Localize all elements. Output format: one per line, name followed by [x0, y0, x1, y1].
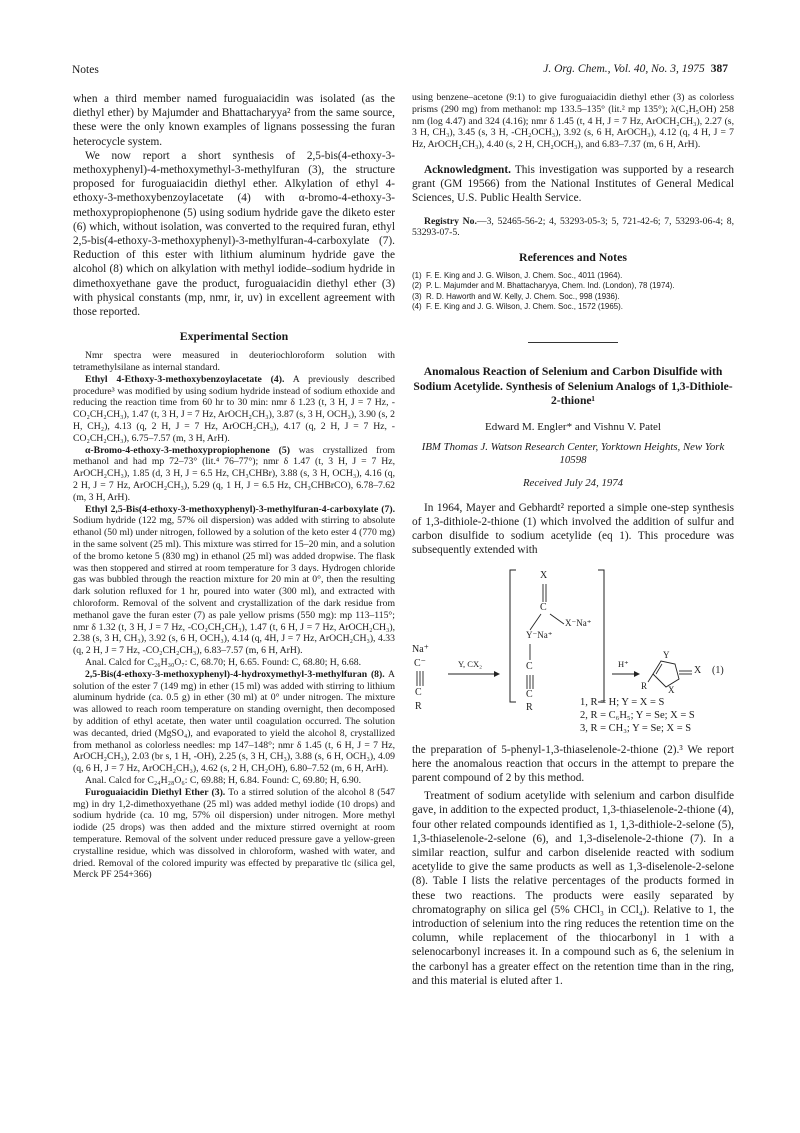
- thiocarbonyl-x-label: X: [540, 569, 548, 581]
- carbon-label: C: [526, 660, 533, 672]
- experimental-paragraph: [73, 787, 395, 881]
- analysis-line: Anal. Calcd for C₂₄H₂₈O₆: C, 69.88; H, 6.84. Found: C, 69.80; H, 6.90.: [85, 774, 362, 786]
- reference-text: F. E. King and J. G. Wilson, J. Chem. Soc., 4011 (1964).: [426, 271, 623, 281]
- experimental-text: A previously described procedure³ was modified by using sodium hydride instead of sodium ethoxide and reducing the reaction time from 60 hr to 30 min: nmr δ 1.23 (t, 3 H, J = 7 Hz, -CO₂CH₂CH₃), 1.47 (t, 3 H, J = 7 Hz, ArOCH₂CH₃), 3.87 (s, 3 H, OCH₃), 3.90 (s, 2 H, CH₂), 4.13 (q, 2 H, J = 7 Hz, ArOCH₂CH₃), 4.17 (q, 2 H, J = 7 Hz, -CO₂CH₂CH₃), 6.75–7.57 (m, 3 H, ArH).: [73, 373, 395, 444]
- compound-heading: Ethyl 4-Ethoxy-3-methoxybenzoylacetate (4).: [85, 373, 285, 385]
- section-title: Experimental Section: [179, 329, 289, 344]
- r-group-label: R: [415, 700, 422, 712]
- r-group-label: R: [526, 701, 533, 713]
- compound-definition: 3, R = CH₃; Y = Se; X = S: [580, 722, 692, 734]
- registry-text: —3, 52465-56-2; 4, 53293-05-3; 5, 721-42-6; 7, 53293-06-4; 8, 53293-07-5.: [412, 215, 735, 239]
- experimental-paragraph: [73, 669, 395, 775]
- analysis-line: Anal. Calcd for C₂₆H₃₀O₇: C, 68.70; H, 6.65. Found: C, 68.80; H, 6.68.: [85, 656, 362, 668]
- acknowledgment-heading: Acknowledgment.: [424, 163, 511, 176]
- acknowledgment-text: This investigation was supported by a research grant (GM 19566) from the National Institutes of General Medical Sciences, U.S. Public Health Service.: [412, 163, 734, 205]
- divider: [528, 342, 618, 343]
- carbanion-label: C⁻: [414, 657, 426, 669]
- reference-item: [412, 281, 734, 291]
- registry-heading: Registry No.: [424, 215, 477, 227]
- references-list: [412, 271, 734, 312]
- carbon-label: C: [526, 688, 533, 700]
- authors: Edward M. Engler* and Vishnu V. Patel: [485, 420, 661, 433]
- compound-heading: Furoguaiacidin Diethyl Ether (3).: [85, 786, 226, 798]
- left-column: [73, 92, 395, 881]
- references-title: References and Notes: [519, 250, 627, 265]
- ring-r-label: R: [641, 680, 648, 691]
- reaction-scheme: [412, 562, 734, 737]
- right-column: [412, 92, 734, 988]
- intro-paragraph: In 1964, Mayer and Gebhardt² reported a simple one-step synthesis of 1,3-dithiole-2-thione (1) which involved the addition of sulfur and carbon disulfide to sodium acetylide (eq 1). This procedure was subsequently extended with: [412, 501, 734, 557]
- compound-heading: 2,5-Bis(4-ethoxy-3-methoxyphenyl)-4-hydroxymethyl-3-methylfuran (8).: [85, 668, 385, 680]
- experimental-continuation: using benzene–acetone (9:1) to give furoguaiacidin diethyl ether (3) as colorless prisms (290 mg) from methanol: mp 133.5–135° (lit.² mp 135°); λ(C₂H₅OH) 258 nm (log 4.47) and 324 (4.16); nmr δ 1.45 (t, 4 H, J = 7 Hz, ArOCH₂CH₃), 2.27 (s, 3 H, CH₃), 3.45 (s, 3 H, -CH₂OCH₃), 3.92 (s, 6 H, ArOCH₃), 4.12 (q, 4 H, J = 7 Hz, ArOCH₂CH₃), 4.40 (s, 2 H, CH₂OCH₃), and 6.83–7.37 (m, 6 H, ArH).: [412, 92, 734, 151]
- ring-x-label: X: [668, 684, 675, 695]
- paragraph: when a third member named furoguaiacidin was isolated (as the diethyl ether) by Majumder and Bhattacharyya² from the same source, these were the only known examples of lignans possessing the furan heterocycle system.: [73, 93, 395, 148]
- page-number: 387: [710, 63, 728, 75]
- exocyclic-x-label: X: [694, 664, 702, 676]
- reference-number: (4): [412, 301, 422, 311]
- experimental-paragraph: [73, 504, 395, 657]
- acid-label: H⁺: [618, 658, 629, 669]
- paragraph: the preparation of 5-phenyl-1,3-thiaselenole-2-thione (2).³ We report here the anomalous reaction that occurs in the attempt to prepare the parent compound of 2 by this method.: [412, 743, 734, 784]
- y-sodium-label: Y⁻Na⁺: [526, 629, 553, 640]
- carbon-label: C: [415, 686, 422, 698]
- central-carbon-label: C: [540, 601, 547, 613]
- compound-heading: Ethyl 2,5-Bis(4-ethoxy-3-methoxyphenyl)-3-methylfuran-4-carboxylate (7).: [85, 503, 395, 515]
- experimental-paragraph: [73, 374, 395, 445]
- paragraph: Treatment of sodium acetylide with selenium and carbon disulfide gave, in addition to the expected product, 1,3-thiaselenole-2-thione (4), four other related compounds identified as 1, 1,3-dithiole-2-selone (5), 1,3-thiaselenole-2-selone (6), and 1,3-diselenole-2-thione (7). In a similar reaction, sulfur and carbon diselenide reacted with sodium acetylide to give the same products as well as 1,3-diselenole-2-selone (8). Table I lists the relative percentages of the products formed in these two reactions. The products were easily separated by chromatography on silica gel (5% CHCl₃ in CCl₄). Relative to 1, the introduction of selenium into the ring reduces the retention time on the column, while replacement of the thiocarbonyl in 1 with a selenocarbonyl increases it. In a compound such as 6, the selenium in the carbonyl has a greater effect on the retention time than in the ring, and this material is eluted after 1.: [412, 790, 734, 987]
- compound-definition: 2, R = C₆H₅; Y = Se; X = S: [580, 709, 695, 721]
- reference-text: R. D. Haworth and W. Kelly, J. Chem. Soc., 998 (1936).: [426, 291, 620, 301]
- experimental-text: was crystallized from methanol and had mp 72–73° (lit.⁴ 76–77°); nmr δ 1.47 (t, 3 H, J = 7 Hz, ArOCH₂CH₃), 1.85 (d, 3 H, J = 6.5 Hz, CH₃CHBr), 3.88 (s, 3 H, OCH₃), 4.16 (q, 2 H, J = 7 Hz, ArOCH₂CH₃), 5.29 (q, 1 H, J = 6.5 Hz, CH₃CHBrCO), 6.78–7.62 (m, 3 H, ArH).: [73, 444, 395, 503]
- reagent-label: Y, CX₂: [458, 658, 483, 669]
- x-sodium-label: X⁻Na⁺: [565, 617, 592, 628]
- running-header-left: Notes: [72, 64, 99, 76]
- reference-number: (1): [412, 271, 422, 281]
- reference-item: [412, 292, 734, 302]
- received-date: Received July 24, 1974: [522, 476, 624, 489]
- running-header-right: [543, 63, 728, 75]
- registry-numbers: [412, 216, 734, 240]
- ring-y-label: Y: [663, 649, 670, 660]
- reference-number: (3): [412, 291, 422, 301]
- experimental-paragraph: [73, 445, 395, 504]
- experimental-text: A solution of the ester 7 (149 mg) in ether (15 ml) was added with stirring to lithium aluminum hydride (ca. 0.5 g) in ether (30 ml) at 0° under nitrogen. The mixture was allowed to reach room temperature on standing overnight, then decomposed by addition of ethyl acetate, then water until coagulation occurred. The solution was decanted, dried (MgSO₄), and evaporated to yield the alcohol 8, crystallized from methanol as colorless needles: mp 147–148°; nmr δ 1.45 (t, 6 H, J = 7 Hz, ArOCH₂CH₃), 2.03 (br s, 1 H, -OH), 2.25 (s, 3 H, CH₃), 3.88 (s, 6 H, OCH₃), 4.09 (q, 6 H, J = 7 Hz, ArOCH₂CH₃), 4.62 (s, 2 H, CH₂OH), 6.80–7.52 (m, 6 H, ArH).: [73, 668, 395, 775]
- sodium-cation: Na⁺: [412, 643, 429, 655]
- paragraph: We now report a short synthesis of 2,5-bis(4-ethoxy-3-methoxyphenyl)-4-methoxymethyl-3-methylfuran (3), the structure proposed for furoguaiacidin diethyl ether. Alkylation of ethyl 4-ethoxy-3-methoxybenzoylacetate (4) with α-bromo-4-ethoxy-3-methoxypropiophenone (5) using sodium hydride gave the diketo ester (6) which, without isolation, was converted to the required furan, ethyl 2,5-bis(4-ethoxy-3-methoxyphenyl)-3-methylfuran-4-carboxylate (7). Reduction of this ester with lithium aluminum hydride gave the alcohol (8) which on alkylation with methyl iodide–sodium hydride in dimethoxyethane gave the product, furoguaiacidin diethyl ether (3) with physical constants (mp, nmr, ir, uv) in excellent agreement with those reported.: [73, 149, 395, 319]
- journal-citation: J. Org. Chem., Vol. 40, No. 3, 1975: [543, 63, 705, 75]
- acknowledgment: [412, 163, 734, 206]
- compound-definition: 1, R = H; Y = X = S: [580, 696, 665, 708]
- reference-item: [412, 271, 734, 281]
- reference-text: P. L. Majumder and M. Bhattacharyya, Chem. Ind. (London), 78 (1974).: [426, 281, 675, 291]
- experimental-intro: Nmr spectra were measured in deuteriochloroform solution with tetramethylsilane as internal standard.: [73, 350, 395, 374]
- article-title: Anomalous Reaction of Selenium and Carbon Disulfide with Sodium Acetylide. Synthesis of Selenium Analogs of 1,3-Dithiole-2-thione¹: [413, 365, 733, 408]
- experimental-text: Sodium hydride (122 mg, 57% oil dispersion) was added with stirring to absolute ethanol (50 ml) under nitrogen, followed by a solution of the keto ester 4 (770 mg) in the same solvent (25 ml). This mixture was stirred for 15–20 min, and a solution of the bromo ketone 5 (830 mg) in ethanol (25 ml) was added dropwise. The flask was then stoppered and stirred at room temperature for 3 days. Hydrogen chloride gas was bubbled through the reaction mixture for 20 min at 0°, then the resulting dark solution refluxed for 1 hr, poured into water (300 ml), and extracted with chloroform. Removal of the solvent and crystallization of the dark residue from methanol gave the furan ester (7) as pale yellow prisms (550 mg): mp 113–115°; nmr δ 1.32 (t, 3 H, J = 7 Hz, -CO₂CH₂CH₃), 1.47 (t, 6 H, J = 7 Hz, ArOCH₂CH₃), 2.38 (s, 3 H, CH₃), 3.92 (s, 6 H, OCH₃), 4.14 (q, 4H, J = 7 Hz, ArOCH₂CH₃), 4.33 (q, 2 H, J = 7 Hz, -CO₂CH₂CH₃), 6.83–7.57 (m, 6 H, ArH).: [73, 515, 395, 657]
- compound-heading: α-Bromo-4-ethoxy-3-methoxypropiophenone (5): [85, 444, 290, 456]
- experimental-text: To a stirred solution of the alcohol 8 (547 mg) in dry 1,2-dimethoxyethane (25 ml) was added methyl iodide (10 drops) and sodium hydride (ca. 10 mg, 57% oil dispersion) under nitrogen. More methyl iodide (25 drops) was then added and the mixture stirred overnight at room temperature. Removal of the solvent under reduced pressure gave a yellow-green crystalline residue, which was dissolved in chloroform, washed with water, and dried. Removal of the colored impurity was effected by preparative tlc (silica gel, Merck PF 254+366): [73, 786, 396, 881]
- reference-item: [412, 302, 734, 312]
- affiliation: IBM Thomas J. Watson Research Center, Yorktown Heights, New York 10598: [421, 440, 725, 467]
- reference-number: (2): [412, 281, 422, 291]
- reference-text: F. E. King and J. G. Wilson, J. Chem. Soc., 1572 (1965).: [426, 301, 623, 311]
- equation-number: (1): [712, 664, 724, 676]
